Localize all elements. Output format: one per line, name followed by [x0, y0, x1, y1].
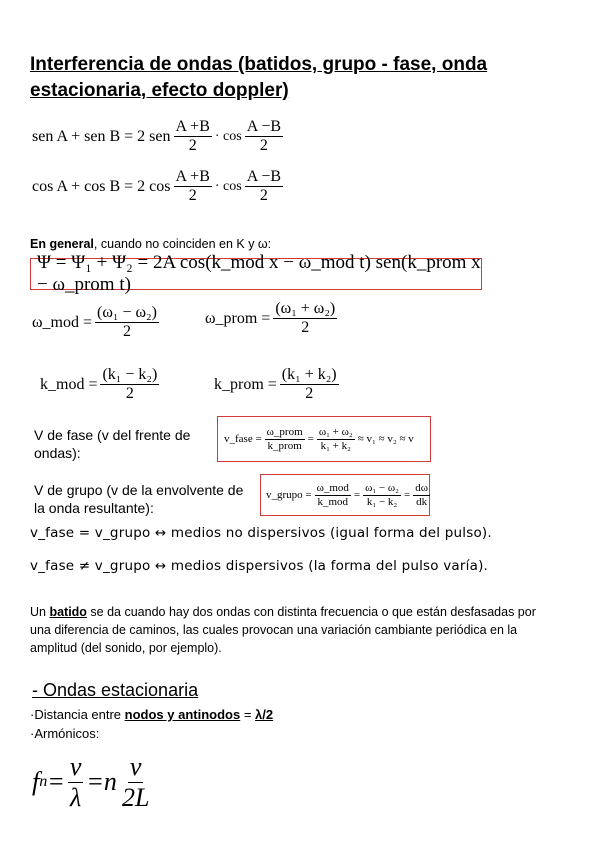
v-grupo-label: V de grupo (v de la envolvente de la onda resultante):	[34, 482, 244, 516]
v-fase-tail: ≈ v₁ ≈ v₂ ≈ v	[357, 433, 414, 445]
identity-operator: · cos	[214, 128, 242, 144]
fraction-denominator: k₁ + k₂	[320, 439, 351, 452]
bullet-armonicos: ·Armónicos:	[30, 726, 100, 741]
bullet-nodos-eq: =	[240, 707, 256, 722]
v-grupo-lhs: v_grupo =	[266, 489, 312, 501]
v-fase-label: V de fase (v del frente de ondas):	[34, 427, 191, 461]
identity-sin-sum	[32, 118, 286, 156]
fraction-numerator: dω	[415, 481, 428, 494]
psi-formula: Ψ = Ψ₁ + Ψ₂ = 2A cos(k_mod x − ω_mod t) sen(k_prom x − ω_prom t)	[37, 252, 481, 295]
identity-sin-lhs: sen A + sen B = 2 sen	[32, 127, 171, 145]
batido-pre: Un	[30, 605, 50, 619]
harmonic-mid: =n	[86, 767, 117, 797]
fraction-denominator: k_prom	[267, 439, 302, 452]
fraction-denominator: 2	[122, 323, 131, 341]
k-prom-formula	[214, 366, 342, 404]
general-bold: En general	[30, 237, 94, 251]
fraction-numerator: ω₁ − ω₂	[365, 481, 399, 494]
harmonic-formula: f n = $\frac{v}{\lambda}$ =n $\frac{v}{2L}$	[32, 752, 150, 812]
general-sentence	[30, 237, 271, 251]
fraction-numerator: v	[129, 752, 142, 781]
bullet-nodos-bold: nodos y antinodos	[124, 707, 241, 722]
handwritten-line-2: v_fase ≠ v_grupo ↔ medios dispersivos (la forma del pulso varía).	[30, 558, 489, 574]
fraction-numerator: ω_mod	[316, 481, 349, 494]
fraction-numerator: (ω₁ − ω₂)	[95, 304, 159, 323]
k-prom-lhs: k_prom =	[214, 375, 277, 393]
fraction-numerator: v	[69, 752, 82, 781]
fraction-denominator: k_mod	[317, 495, 349, 508]
fraction-numerator: A −B	[245, 168, 283, 187]
fraction-numerator: ω_prom	[266, 425, 303, 438]
handwritten-line-1: v_fase = v_grupo ↔ medios no dispersivos (igual forma del pulso).	[30, 525, 492, 541]
fraction-denominator: k₁ − k₂	[366, 495, 398, 508]
psi-formula-box	[30, 252, 482, 295]
k-mod-formula	[40, 366, 162, 404]
omega-mod-lhs: ω_mod =	[32, 313, 92, 331]
omega-mod-formula	[32, 304, 162, 342]
fraction-denominator: 2	[259, 137, 268, 155]
fraction-denominator: 2L	[121, 782, 150, 812]
batido-post: se da cuando hay dos ondas con distinta frecuencia o que están desfasadas por una diferencia de caminos, las cuales provocan una variación cambiante periódica en la amplitud (del sonido, por ejemplo).	[30, 605, 536, 655]
bullet-nodos-pre: ·Distancia entre	[30, 707, 125, 722]
fraction-numerator: ω₁ + ω₂	[318, 425, 353, 438]
fraction-numerator: A +B	[174, 118, 212, 137]
harmonic-f: f	[32, 767, 40, 797]
omega-prom-lhs: ω_prom =	[205, 309, 271, 327]
fraction-denominator: 2	[188, 137, 197, 155]
page-title: Interferencia de ondas (batidos, grupo - fase, onda estacionaria, efecto doppler)	[30, 54, 488, 101]
fraction-denominator: dk	[416, 495, 428, 508]
v-grupo-formula-box: v_grupo = $\frac{\text{ω\_mod}}{\text{k\_mod}}$ = $\frac{\text{ω₁ − ω₂}}{\text{k₁ − k₂}}$ = $\frac{d\omega}{dk}$	[260, 474, 430, 516]
bullet-nodos-value: λ/2	[255, 707, 274, 722]
fraction-numerator: A −B	[245, 118, 283, 137]
general-rest: , cuando no coinciden en K y ω:	[93, 237, 272, 251]
fraction-numerator: (k₁ + k₂)	[280, 366, 339, 385]
batido-paragraph	[30, 603, 550, 657]
fraction-denominator: λ	[69, 782, 82, 812]
fraction-numerator: (ω₁ + ω₂)	[273, 300, 337, 319]
k-mod-lhs: k_mod =	[40, 375, 98, 393]
omega-prom-formula	[205, 300, 340, 338]
section-heading: - Ondas estacionaria	[32, 680, 199, 700]
identity-cos-sum	[32, 168, 286, 206]
identity-cos-lhs: cos A + cos B = 2 cos	[32, 177, 171, 195]
v-fase-formula-box: v_fase = $\frac{\text{ω\_prom}}{\text{k\_prom}}$ = $\frac{\text{ω₁ + ω₂}}{\text{k₁ + k₂}}$ ≈ v₁ ≈ v₂ ≈ v	[217, 416, 431, 462]
identity-operator: · cos	[214, 178, 242, 194]
batido-word: batido	[49, 605, 87, 619]
fraction-denominator: 2	[305, 385, 314, 403]
v-fase-lhs: v_fase =	[224, 433, 262, 445]
fraction-numerator: A +B	[174, 168, 212, 187]
fraction-denominator: 2	[259, 187, 268, 205]
fraction-numerator: (k₁ − k₂)	[100, 366, 159, 385]
fraction-denominator: 2	[301, 319, 310, 337]
fraction-denominator: 2	[125, 385, 134, 403]
fraction-denominator: 2	[188, 187, 197, 205]
bullet-nodos	[30, 707, 273, 722]
